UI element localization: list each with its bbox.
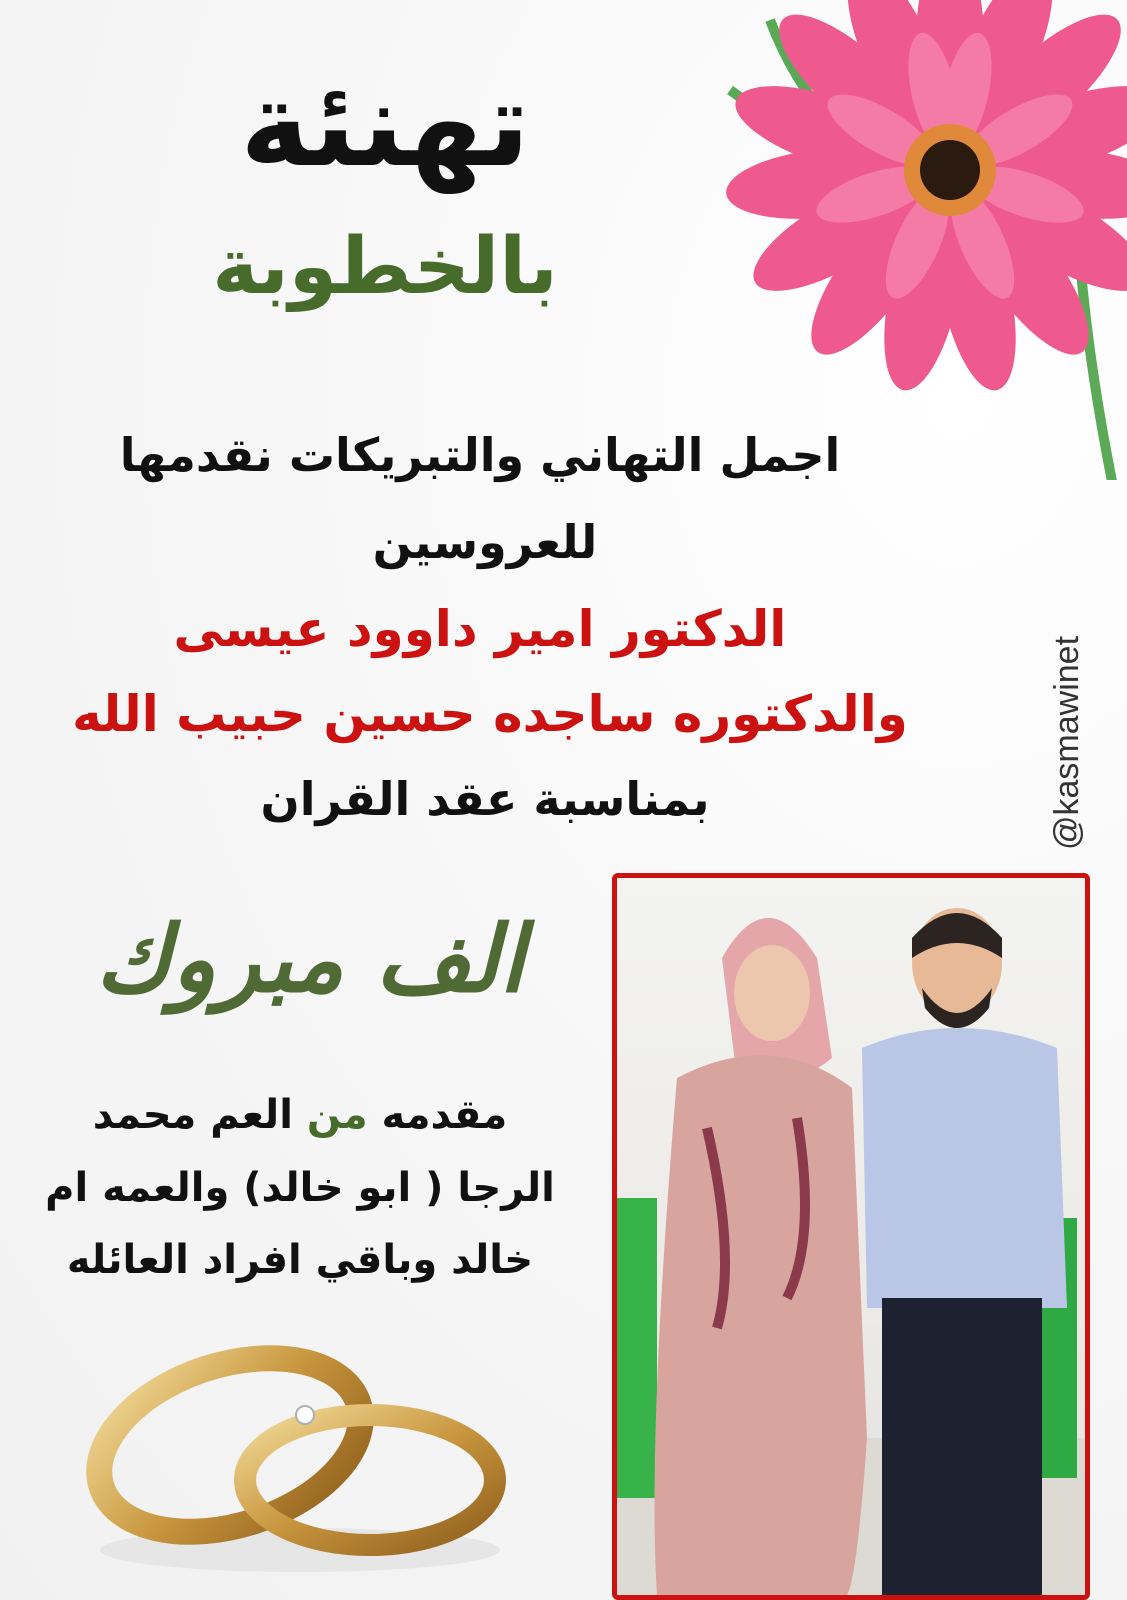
from-line-2: الرجا ( ابو خالد) والعمه ام (45, 1165, 555, 1211)
from-line-3: خالد وباقي افراد العائله (66, 1237, 534, 1283)
from-highlight: من (306, 1092, 368, 1138)
from-line-1 (40, 1092, 560, 1138)
message-line-2: للعروسين (372, 515, 598, 569)
couple-photo (612, 873, 1090, 1600)
pink-flower-icon (650, 0, 1127, 480)
occasion-text: بمناسبة عقد القران (260, 772, 710, 826)
from-prefix: مقدمه (367, 1092, 508, 1138)
message-line-1: اجمل التهاني والتبريكات نقدمها (119, 428, 841, 482)
mabrook-calligraphy: الف مبروك (95, 905, 525, 1013)
from-suffix: العم محمد (92, 1092, 307, 1138)
wedding-rings-icon (60, 1320, 540, 1580)
bride-name: والدكتوره ساجده حسين حبيب الله (72, 685, 908, 743)
couple-illustration (617, 878, 1085, 1595)
card-subtitle: بالخطوبة (212, 222, 558, 312)
card-title: تهنئة (239, 55, 531, 193)
watermark-handle: @kasmawinet (1048, 635, 1086, 850)
groom-name: الدكتور امير داوود عيسى (173, 600, 787, 658)
